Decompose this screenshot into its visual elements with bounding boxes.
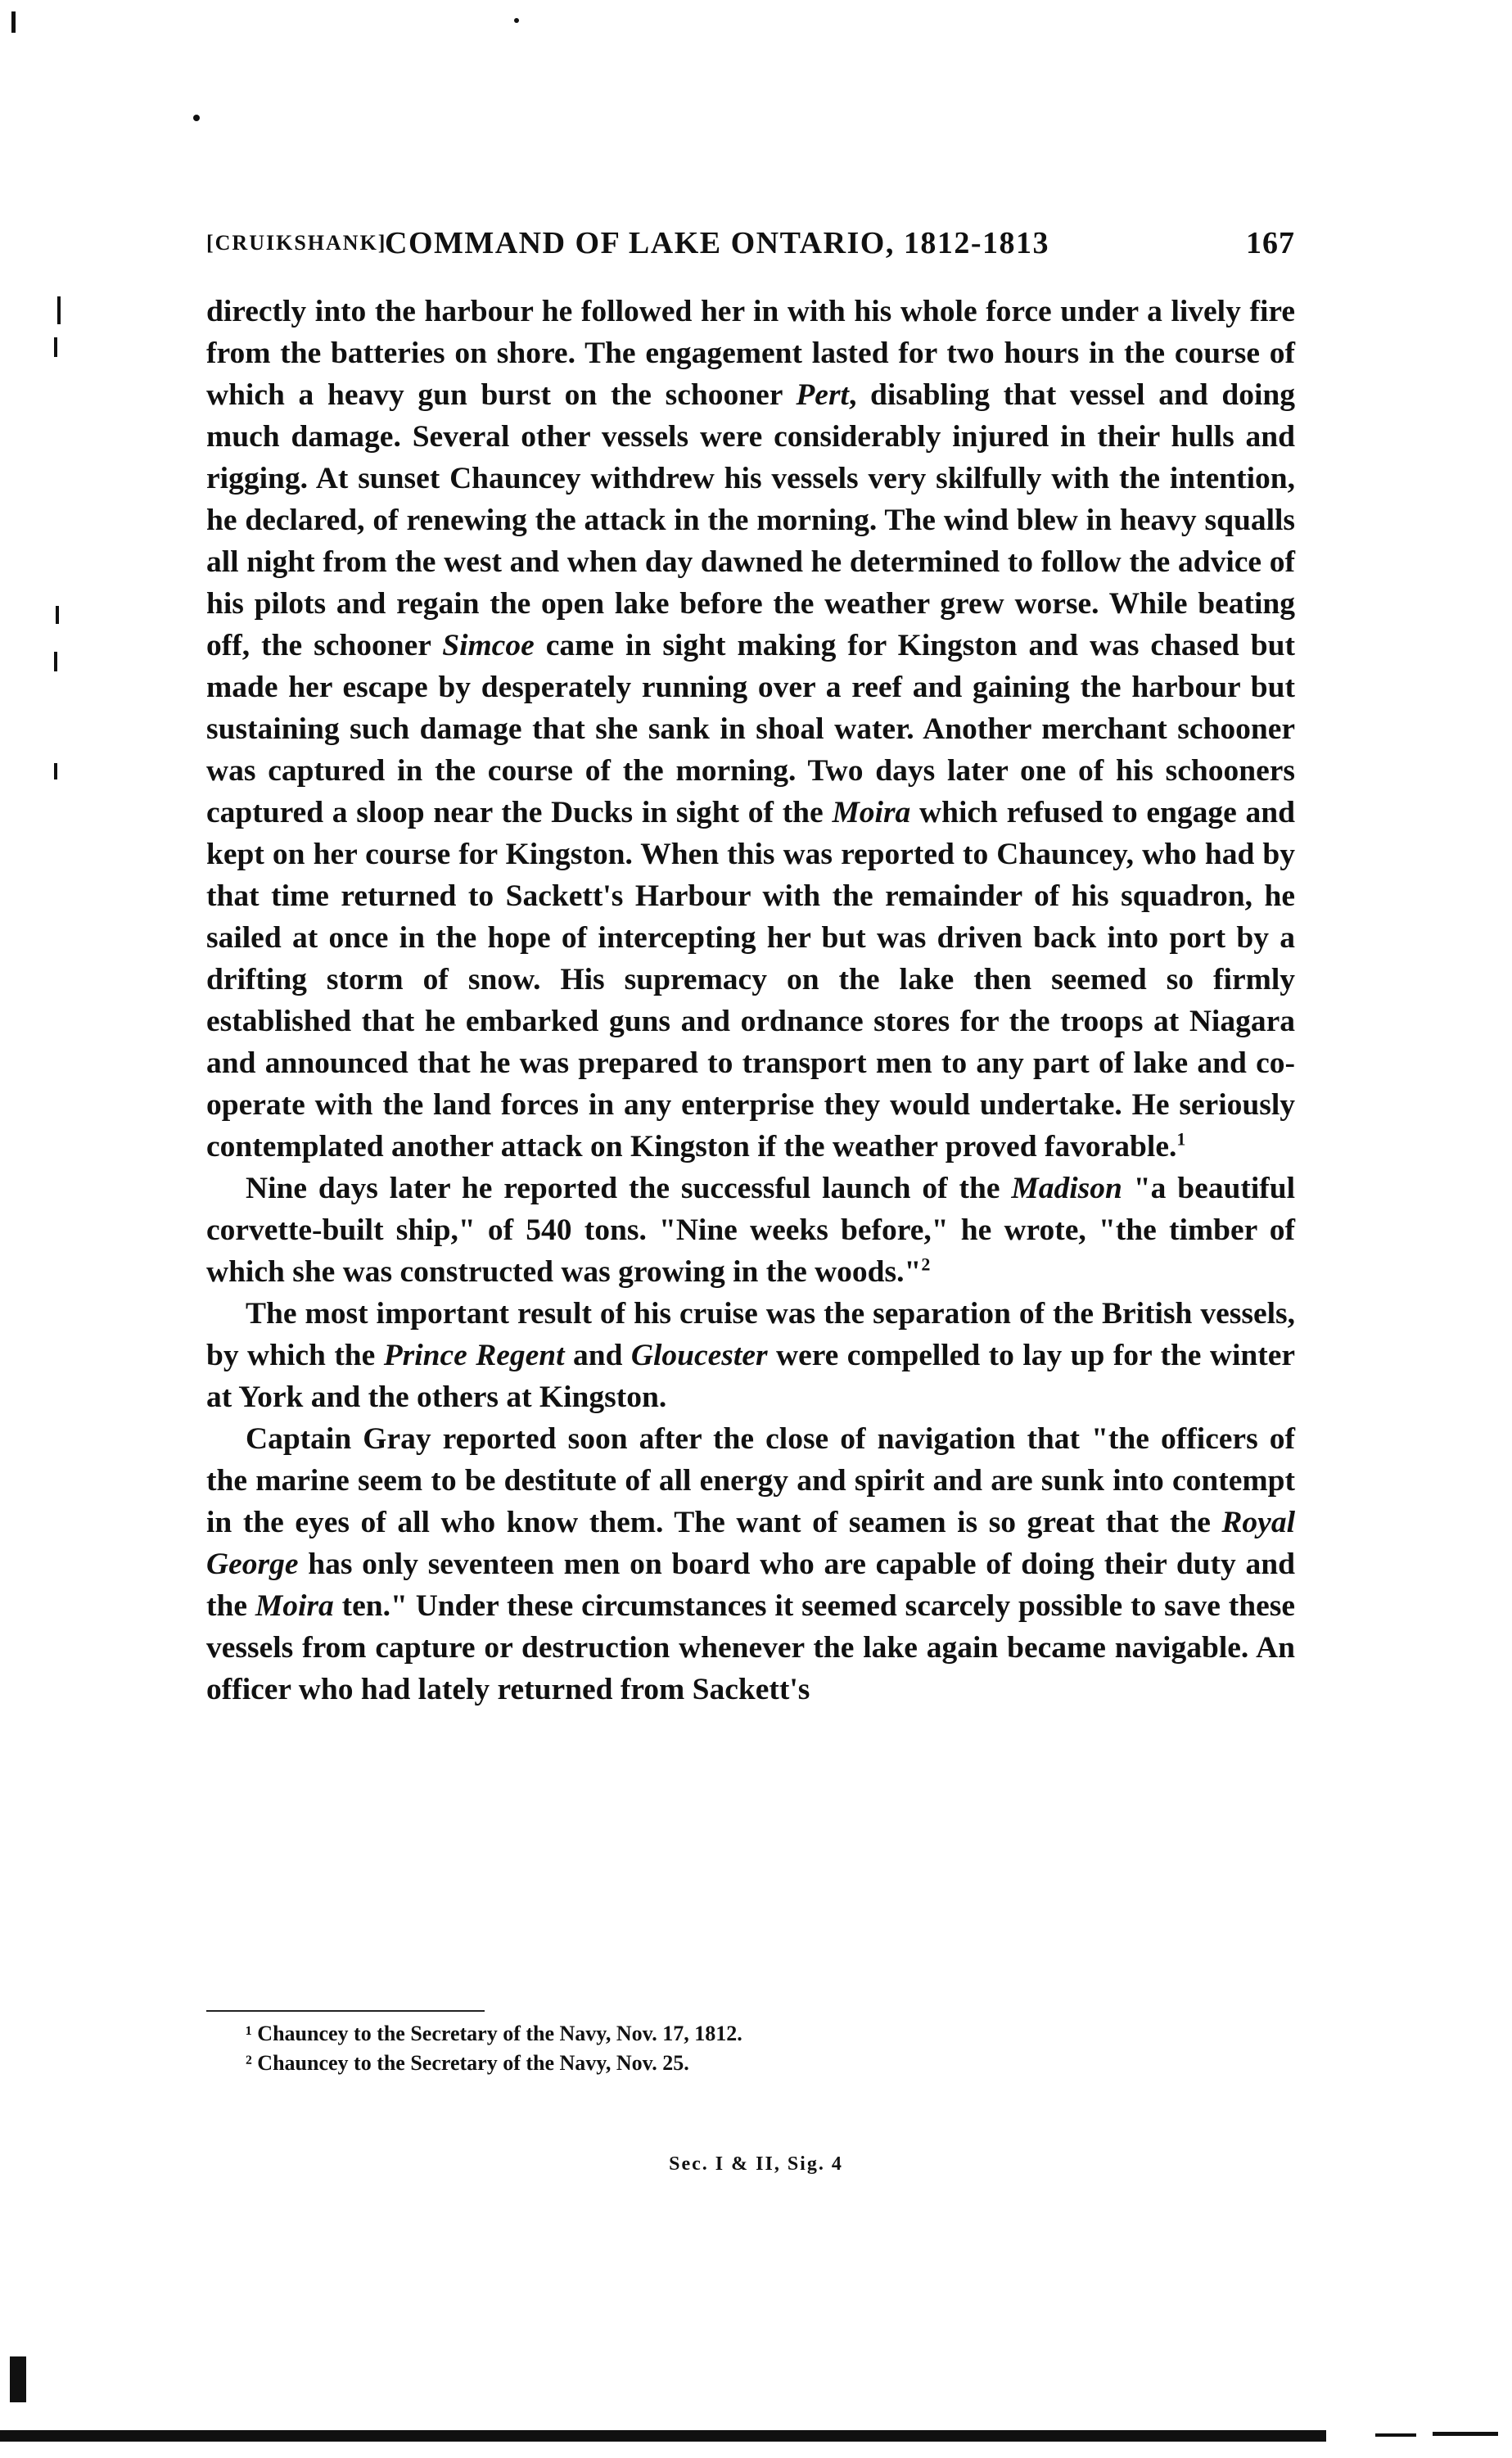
scan-speck — [57, 296, 61, 324]
paragraph — [206, 1418, 1295, 1710]
text-run: came in sight making for Kingston and was chased but made her escape by desperately running over a reef and gaining the harbour but sustaining such damage that she sank in shoal water. Another merchant schooner was captured in the course of the morning. Two days later one of his schooners captured a sloop near the Ducks in sight of the — [206, 629, 1295, 829]
body-text — [206, 291, 1295, 1710]
paragraph — [206, 1168, 1295, 1293]
vessel-name: Moira — [832, 796, 911, 829]
scan-speck — [54, 652, 57, 671]
vessel-name: Royal George — [206, 1506, 1295, 1581]
vessel-name: Pert — [796, 378, 849, 412]
text-run: directly into the harbour he followed her in with his whole force under a lively fire from the batteries on shore. The engagement lasted for two hours in the course of which a heavy gun burst on the schooner — [206, 295, 1295, 412]
signature-mark: Sec. I & II, Sig. 4 — [669, 2153, 843, 2175]
scan-edge-bar — [0, 2430, 1326, 2442]
paragraph — [206, 291, 1295, 1168]
text-run: has only seventeen men on board who are capable of doing their duty and the — [206, 1548, 1295, 1623]
vessel-name: Prince Regent — [383, 1339, 565, 1372]
footnote-rule — [206, 2010, 485, 2012]
footnotes — [246, 2019, 1277, 2078]
text-run: The most important result of his cruise was the separation of the British vessels, by which the — [206, 1297, 1295, 1372]
running-header — [206, 223, 1295, 264]
text-run: , disabling that vessel and doing much damage. Several other vessels were considerably injured in their hulls and rigging. At sunset Chauncey withdrew his vessels very skilfully with the intention, he declared, of renewing the attack in the morning. The wind blew in heavy squalls all night from the west and when day dawned he determined to follow the advice of his pilots and regain the open lake before the weather grew worse. While beating off, the schooner — [206, 378, 1295, 662]
paragraph — [206, 1293, 1295, 1418]
scan-speck — [193, 115, 200, 121]
scan-speck — [10, 2356, 26, 2402]
footnote-1: ¹ Chauncey to the Secretary of the Navy, Nov. 17, 1812. — [246, 2022, 742, 2045]
text-run: which refused to engage and kept on her course for Kingston. When this was reported to Chauncey, who had by that time returned to Sackett's Harbour with the remainder of his squadron, he sailed at once in the hope of intercepting her but was driven back into port by a drifting storm of snow. His supremacy on the lake then seemed so firmly established that he embarked guns and ordnance stores for the troops at Niagara and announced that he was prepared to transport men to any part of lake and co-operate with the land forces in any enterprise they would undertake. He seriously contemplated another attack on Kingston if the weather proved favorable. — [206, 796, 1295, 1163]
footnote-ref: 1 — [1176, 1128, 1186, 1150]
text-run: Captain Gray reported soon after the close of navigation that "the officers of the marine seem to be destitute of all energy and spirit and are sunk into contempt in the eyes of all who know them. The want of seamen is so great that the — [206, 1422, 1295, 1539]
text-run: and — [564, 1339, 631, 1372]
scan-speck — [1375, 2433, 1416, 2437]
vessel-name: Gloucester — [630, 1339, 768, 1372]
footnote-2: ² Chauncey to the Secretary of the Navy, Nov. 25. — [246, 2051, 689, 2075]
vessel-name: Madison — [1011, 1172, 1122, 1205]
footnote-ref: 2 — [921, 1254, 931, 1275]
text-run: were compelled to lay up for the winter at York and the others at Kingston. — [206, 1339, 1296, 1414]
text-run: "a beautiful corvette-built ship," of 540 tons. "Nine weeks before," he wrote, "the timber of which she was constructed was growing in the woods." — [206, 1172, 1295, 1289]
running-head-author: [CRUIKSHANK] — [206, 231, 387, 255]
vessel-name: Moira — [255, 1589, 334, 1623]
text-run: ten." Under these circumstances it seemed scarcely possible to save these vessels from capture or destruction whenever the lake again became navigable. An officer who had lately returned from Sackett's — [206, 1589, 1295, 1706]
running-head-title: COMMAND OF LAKE ONTARIO, 1812-1813 — [385, 226, 1050, 260]
scan-speck — [514, 18, 519, 23]
vessel-name: Simcoe — [442, 629, 535, 662]
scan-speck — [1433, 2432, 1498, 2436]
scan-speck — [56, 606, 59, 624]
scan-speck — [54, 337, 57, 357]
scan-speck — [11, 11, 16, 33]
text-run: Nine days later he reported the successful launch of the — [246, 1172, 1012, 1205]
scan-speck — [54, 763, 57, 779]
page-number: 167 — [1246, 226, 1295, 260]
